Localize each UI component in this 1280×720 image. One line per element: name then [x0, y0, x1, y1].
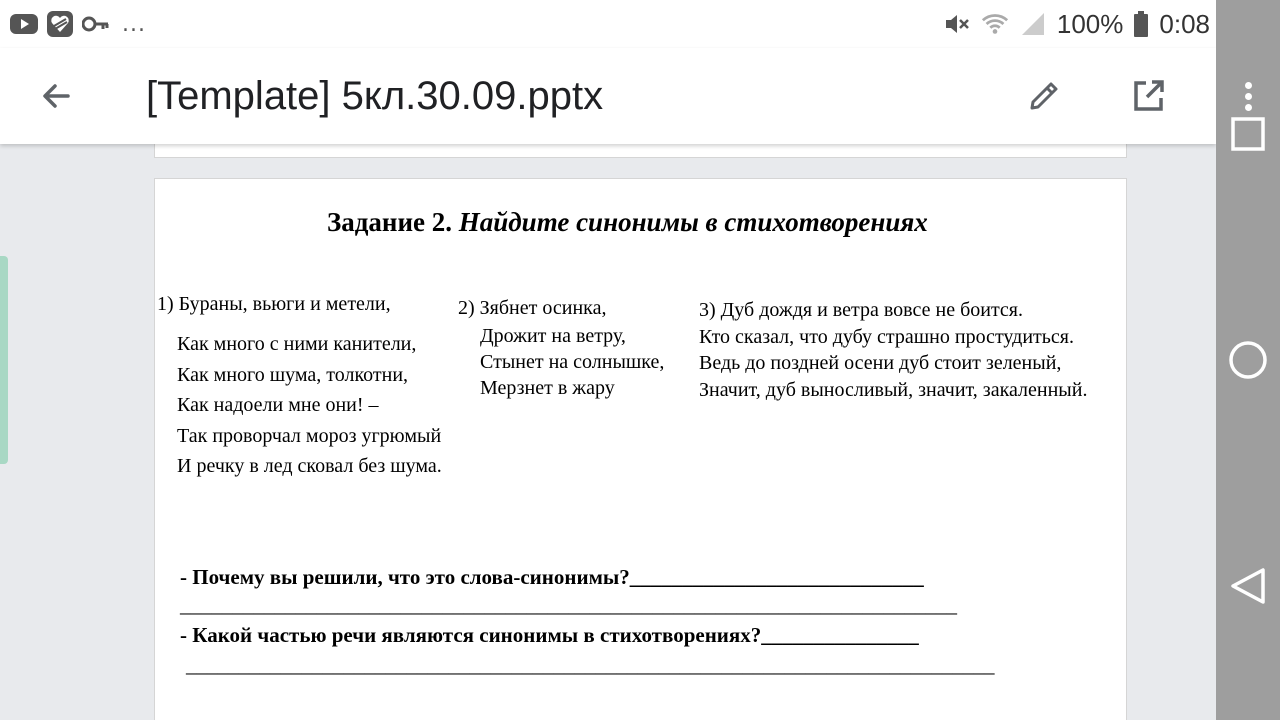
slide [154, 178, 1127, 720]
poem-2-body [480, 323, 664, 401]
poem-3-line: Ведь до поздней осени дуб стоит зеленый, [699, 352, 1062, 374]
poem-2 [458, 297, 606, 320]
edit-button[interactable] [1018, 72, 1070, 120]
slide-viewer[interactable] [0, 144, 1216, 720]
status-right [943, 6, 1216, 42]
home-button[interactable] [1224, 336, 1272, 384]
poem-1-line: Как много с ними канители, [177, 333, 417, 355]
slide-title-italic: Найдите синонимы в стихотворениях [458, 207, 928, 237]
document-title: [Template] 5кл.30.09.pptx [146, 74, 604, 118]
key-icon [82, 10, 110, 38]
clock: 0:08 [1159, 8, 1210, 39]
poem-2-line: 2) Зябнет осинка, [458, 297, 607, 319]
arrow-left-icon [38, 78, 74, 114]
question-2: - Какой частью речи являются синонимы в стихотворениях?_______________ [180, 623, 919, 647]
youtube-icon [10, 10, 38, 38]
poem-2-line: Мерзнет в жару [480, 377, 615, 399]
dot-icon [1245, 93, 1252, 100]
wifi-icon [981, 10, 1009, 38]
poem-3-line: Значит, дуб выносливый, значит, закаленный. [699, 378, 1088, 401]
slide-title [327, 207, 928, 238]
poem-2-line: Дрожит на ветру, [480, 325, 626, 347]
poem-1-line: Как надоели мне они! – [177, 394, 379, 417]
status-bar [0, 0, 1216, 48]
poem-1-body [177, 329, 442, 482]
poem-2-line: Стынет на солнышке, [480, 351, 665, 373]
answer-line-1: __________________________________________________________________________ [180, 593, 957, 617]
poem-1-line: И речку в лед сковал без шума. [177, 455, 442, 478]
square-icon [1230, 116, 1266, 152]
health-icon [46, 10, 74, 38]
back-nav-button[interactable] [1224, 562, 1272, 610]
circle-icon [1227, 339, 1269, 381]
poem-3-line: Кто сказал, что дубу страшно простудиться. [699, 325, 1074, 348]
poem-1-line: Как много шума, толкотни, [177, 363, 409, 386]
poem-1-line: 1) Бураны, вьюги и метели, [157, 293, 391, 315]
answer-line-2: _____________________________________________________________________________ [186, 653, 995, 677]
triangle-back-icon [1228, 566, 1268, 606]
poem-1 [157, 293, 391, 316]
dot-icon [1245, 82, 1252, 89]
battery-percent: 100% [1056, 8, 1124, 39]
status-left [10, 10, 146, 38]
poem-3 [699, 297, 1087, 403]
poem-1-line: Так проворчал мороз угрюмый [177, 424, 442, 447]
app-bar [0, 48, 1216, 144]
scroll-handle[interactable] [0, 256, 8, 464]
back-button[interactable] [30, 72, 82, 120]
mute-icon [943, 10, 971, 38]
pencil-icon [1024, 76, 1064, 116]
open-in-new-icon [1128, 76, 1168, 116]
navigation-bar [1216, 0, 1280, 720]
recent-apps-button[interactable] [1224, 110, 1272, 158]
poem-3-line: 3) Дуб дождя и ветра вовсе не боится. [699, 299, 1024, 321]
signal-icon [1019, 10, 1047, 38]
battery-icon [1133, 10, 1149, 38]
previous-slide[interactable] [154, 144, 1127, 158]
more-notifications: ... [122, 11, 146, 37]
open-in-new-button[interactable] [1122, 72, 1174, 120]
slide-title-prefix: Задание 2. [327, 207, 459, 237]
question-1: - Почему вы решили, что это слова-синонимы?____________________________ [180, 565, 924, 589]
